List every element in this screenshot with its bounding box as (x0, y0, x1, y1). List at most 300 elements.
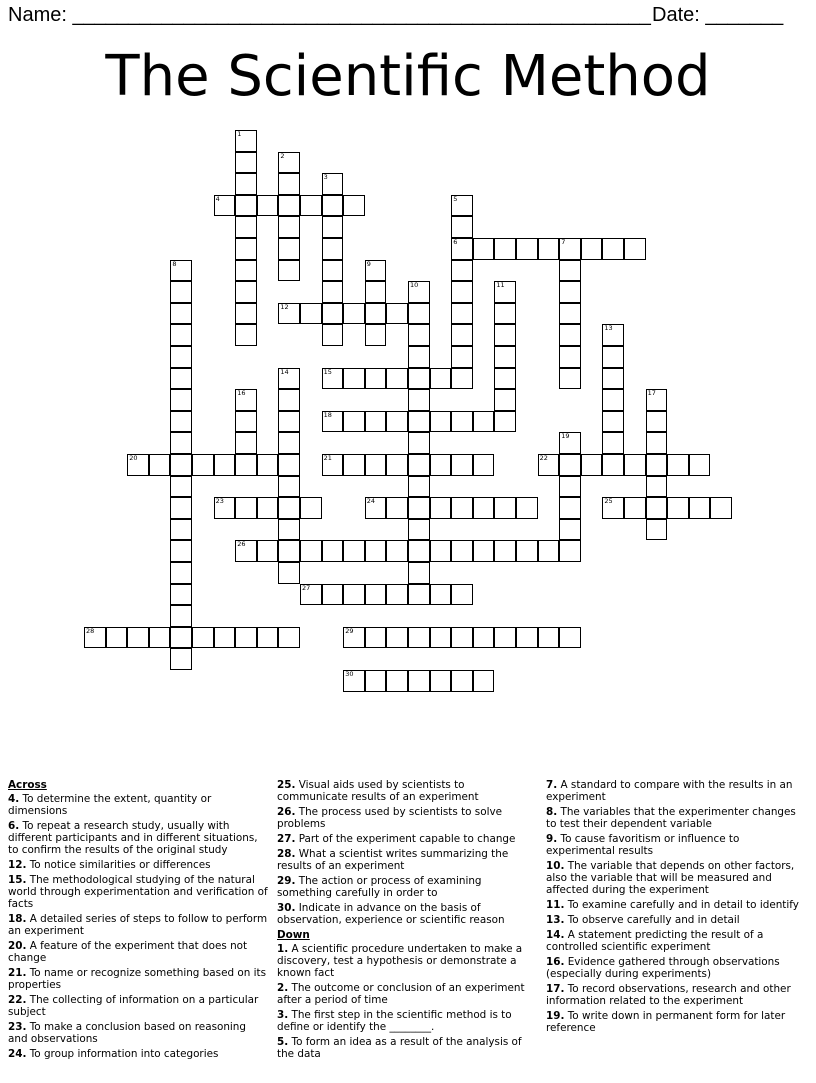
cell-number: 27 (302, 583, 311, 592)
grid-cell[interactable] (494, 540, 516, 562)
grid-cell[interactable] (278, 411, 300, 433)
grid-cell[interactable] (559, 454, 581, 476)
grid-cell[interactable] (516, 540, 538, 562)
grid-cell[interactable] (451, 303, 473, 325)
grid-cell[interactable] (473, 454, 495, 476)
clue-column-3 (546, 779, 806, 1037)
grid-cell[interactable] (278, 389, 300, 411)
cell-number: 9 (366, 259, 371, 268)
grid-cell[interactable] (494, 324, 516, 346)
grid-cell[interactable] (386, 670, 408, 692)
grid-cell[interactable] (278, 238, 300, 260)
grid-cell[interactable] (559, 476, 581, 498)
clue-text: To repeat a research study, usually with different participants and in different situations, to confirm the results of the original study (8, 820, 258, 856)
grid-cell[interactable] (473, 411, 495, 433)
grid-cell[interactable] (581, 454, 603, 476)
cell-number: 10 (410, 281, 419, 290)
grid-cell[interactable] (235, 411, 257, 433)
grid-cell[interactable] (408, 584, 430, 606)
grid-cell[interactable] (689, 454, 711, 476)
grid-cell[interactable] (430, 411, 452, 433)
grid-cell[interactable] (624, 454, 646, 476)
clue-text: The methodological studying of the natural world through experimentation and verification of facts (8, 874, 268, 910)
grid-cell[interactable] (646, 476, 668, 498)
grid-cell[interactable] (235, 195, 257, 217)
grid-cell[interactable] (235, 281, 257, 303)
grid-cell[interactable] (365, 411, 387, 433)
grid-cell[interactable] (408, 324, 430, 346)
grid-cell[interactable] (214, 195, 236, 217)
grid-cell[interactable] (408, 519, 430, 541)
grid-cell[interactable] (170, 562, 192, 584)
grid-cell[interactable] (300, 195, 322, 217)
grid-cell[interactable] (559, 368, 581, 390)
clue-text: To make a conclusion based on reasoning and observations (8, 1021, 246, 1045)
grid-cell[interactable] (624, 497, 646, 519)
clue-number: 12. (8, 859, 27, 871)
grid-cell[interactable] (278, 173, 300, 195)
across-clue-12 (8, 859, 268, 871)
grid-cell[interactable] (235, 238, 257, 260)
grid-cell[interactable] (322, 540, 344, 562)
grid-cell[interactable] (365, 584, 387, 606)
grid-cell[interactable] (170, 605, 192, 627)
grid-cell[interactable] (408, 389, 430, 411)
cell-number: 30 (345, 670, 354, 678)
grid-cell[interactable] (278, 454, 300, 476)
cell-number: 7 (561, 238, 566, 246)
grid-cell[interactable] (170, 303, 192, 325)
clue-text: To determine the extent, quantity or dimensions (8, 793, 212, 817)
grid-cell[interactable] (235, 627, 257, 649)
across-clue-25 (277, 779, 535, 803)
grid-cell[interactable] (473, 627, 495, 649)
grid-cell[interactable] (430, 584, 452, 606)
down-clue-10 (546, 860, 806, 896)
clue-number: 1. (277, 943, 289, 955)
grid-cell[interactable] (451, 238, 473, 260)
grid-cell[interactable] (235, 303, 257, 325)
cell-number: 3 (323, 173, 328, 182)
grid-cell[interactable] (235, 389, 257, 411)
grid-cell[interactable] (667, 454, 689, 476)
grid-cell[interactable] (365, 324, 387, 346)
grid-cell[interactable] (235, 497, 257, 519)
name-field-label[interactable]: Name: ____________________________________________________ (8, 4, 651, 26)
grid-cell[interactable] (149, 454, 171, 476)
grid-cell[interactable] (408, 303, 430, 325)
across-clue-18 (8, 913, 268, 937)
grid-cell[interactable] (365, 368, 387, 390)
grid-cell[interactable] (559, 627, 581, 649)
across-clue-26 (277, 806, 535, 830)
grid-cell[interactable] (408, 670, 430, 692)
clue-text: A detailed series of steps to follow to perform an experiment (8, 913, 268, 937)
grid-cell[interactable] (408, 497, 430, 519)
clue-number: 6. (8, 820, 20, 832)
grid-cell[interactable] (430, 454, 452, 476)
clue-number: 23. (8, 1021, 27, 1033)
grid-cell[interactable] (343, 195, 365, 217)
grid-cell[interactable] (278, 368, 300, 390)
across-clue-29 (277, 875, 535, 899)
grid-cell[interactable] (235, 324, 257, 346)
across-clue-6 (8, 820, 268, 856)
grid-cell[interactable] (559, 281, 581, 303)
grid-cell[interactable] (602, 346, 624, 368)
grid-cell[interactable] (602, 432, 624, 454)
grid-cell[interactable] (602, 389, 624, 411)
grid-cell[interactable] (451, 584, 473, 606)
grid-cell[interactable] (538, 540, 560, 562)
grid-cell[interactable] (343, 411, 365, 433)
across-clue-15 (8, 874, 268, 910)
grid-cell[interactable] (473, 497, 495, 519)
grid-cell[interactable] (170, 411, 192, 433)
grid-cell[interactable] (235, 173, 257, 195)
grid-cell[interactable] (127, 627, 149, 649)
grid-cell[interactable] (322, 216, 344, 238)
grid-cell[interactable] (408, 346, 430, 368)
grid-cell[interactable] (170, 519, 192, 541)
cell-number: 5 (453, 194, 458, 203)
clue-text: The outcome or conclusion of an experiment after a period of time (277, 982, 525, 1006)
clue-text: To cause favoritism or influence to experimental results (546, 833, 740, 857)
grid-cell[interactable] (451, 670, 473, 692)
grid-cell[interactable] (322, 303, 344, 325)
grid-cell[interactable] (106, 627, 128, 649)
grid-cell[interactable] (624, 238, 646, 260)
down-clue-16 (546, 956, 806, 980)
grid-cell[interactable] (408, 411, 430, 433)
clue-number: 10. (546, 860, 565, 872)
grid-cell[interactable] (473, 238, 495, 260)
grid-cell[interactable] (581, 238, 603, 260)
grid-cell[interactable] (430, 497, 452, 519)
clue-number: 26. (277, 806, 296, 818)
grid-cell[interactable] (235, 130, 257, 152)
grid-cell[interactable] (170, 260, 192, 282)
grid-cell[interactable] (300, 497, 322, 519)
clue-column-1 (8, 779, 268, 1063)
grid-cell[interactable] (257, 195, 279, 217)
grid-cell[interactable] (322, 454, 344, 476)
grid-cell[interactable] (538, 454, 560, 476)
grid-cell[interactable] (516, 497, 538, 519)
grid-cell[interactable] (343, 454, 365, 476)
grid-cell[interactable] (646, 411, 668, 433)
grid-cell[interactable] (257, 497, 279, 519)
grid-cell[interactable] (214, 454, 236, 476)
grid-cell[interactable] (170, 454, 192, 476)
grid-cell[interactable] (170, 476, 192, 498)
grid-cell[interactable] (300, 584, 322, 606)
grid-cell[interactable] (235, 432, 257, 454)
grid-cell[interactable] (278, 432, 300, 454)
grid-cell[interactable] (516, 627, 538, 649)
grid-cell[interactable] (386, 411, 408, 433)
grid-cell[interactable] (559, 238, 581, 260)
clue-text: What a scientist writes summarizing the results of an experiment (277, 848, 509, 872)
clue-number: 15. (8, 874, 27, 886)
grid-cell[interactable] (602, 238, 624, 260)
grid-cell[interactable] (386, 627, 408, 649)
grid-cell[interactable] (710, 497, 732, 519)
clue-number: 16. (546, 956, 565, 968)
grid-cell[interactable] (300, 540, 322, 562)
grid-cell[interactable] (559, 303, 581, 325)
cell-number: 20 (129, 454, 138, 462)
grid-cell[interactable] (170, 389, 192, 411)
grid-cell[interactable] (473, 670, 495, 692)
grid-cell[interactable] (408, 540, 430, 562)
grid-cell[interactable] (365, 454, 387, 476)
clue-text: To form an idea as a result of the analysis of the data (277, 1036, 522, 1060)
cell-number: 15 (323, 367, 332, 376)
grid-cell[interactable] (408, 562, 430, 584)
grid-cell[interactable] (170, 346, 192, 368)
grid-cell[interactable] (322, 411, 344, 433)
grid-cell[interactable] (386, 303, 408, 325)
grid-cell[interactable] (559, 324, 581, 346)
grid-cell[interactable] (322, 173, 344, 195)
grid-cell[interactable] (322, 368, 344, 390)
grid-cell[interactable] (300, 303, 322, 325)
grid-cell[interactable] (214, 497, 236, 519)
clue-text: The variable that depends on other factors, also the variable that will be measured and affected during the experiment (546, 860, 795, 896)
grid-cell[interactable] (170, 540, 192, 562)
grid-cell[interactable] (451, 454, 473, 476)
grid-cell[interactable] (451, 260, 473, 282)
grid-cell[interactable] (494, 238, 516, 260)
grid-cell[interactable] (451, 195, 473, 217)
grid-cell[interactable] (689, 497, 711, 519)
grid-cell[interactable] (278, 476, 300, 498)
grid-cell[interactable] (494, 389, 516, 411)
grid-cell[interactable] (494, 368, 516, 390)
grid-cell[interactable] (322, 260, 344, 282)
grid-cell[interactable] (386, 497, 408, 519)
grid-cell[interactable] (257, 540, 279, 562)
grid-cell[interactable] (278, 497, 300, 519)
grid-cell[interactable] (451, 497, 473, 519)
grid-cell[interactable] (451, 324, 473, 346)
clue-number: 28. (277, 848, 296, 860)
grid-cell[interactable] (602, 368, 624, 390)
across-heading: Across (8, 779, 47, 791)
grid-cell[interactable] (170, 584, 192, 606)
grid-cell[interactable] (559, 260, 581, 282)
across-clue-24 (8, 1048, 268, 1060)
grid-cell[interactable] (667, 497, 689, 519)
grid-cell[interactable] (451, 627, 473, 649)
grid-cell[interactable] (494, 346, 516, 368)
grid-cell[interactable] (192, 454, 214, 476)
grid-cell[interactable] (646, 497, 668, 519)
grid-cell[interactable] (451, 346, 473, 368)
grid-cell[interactable] (343, 670, 365, 692)
clue-number: 21. (8, 967, 27, 979)
grid-cell[interactable] (365, 281, 387, 303)
across-clue-21 (8, 967, 268, 991)
cell-number: 26 (237, 540, 246, 549)
cell-number: 13 (604, 324, 613, 333)
grid-cell[interactable] (322, 238, 344, 260)
grid-cell[interactable] (430, 540, 452, 562)
cell-number: 24 (366, 497, 376, 506)
down-heading: Down (277, 929, 310, 941)
grid-cell[interactable] (559, 519, 581, 541)
grid-cell[interactable] (646, 389, 668, 411)
grid-cell[interactable] (343, 584, 365, 606)
cell-number: 22 (539, 454, 548, 462)
grid-cell[interactable] (278, 152, 300, 174)
grid-cell[interactable] (646, 519, 668, 541)
grid-cell[interactable] (494, 627, 516, 649)
grid-cell[interactable] (408, 627, 430, 649)
grid-cell[interactable] (278, 562, 300, 584)
clue-number: 22. (8, 994, 27, 1006)
grid-cell[interactable] (538, 627, 560, 649)
grid-cell[interactable] (386, 368, 408, 390)
grid-cell[interactable] (516, 238, 538, 260)
grid-cell[interactable] (451, 281, 473, 303)
grid-cell[interactable] (235, 216, 257, 238)
clue-text: A statement predicting the result of a controlled scientific experiment (546, 929, 764, 953)
clue-text: To write down in permanent form for later reference (546, 1010, 786, 1034)
grid-cell[interactable] (494, 411, 516, 433)
grid-cell[interactable] (278, 303, 300, 325)
grid-cell[interactable] (257, 454, 279, 476)
grid-cell[interactable] (494, 281, 516, 303)
grid-cell[interactable] (365, 497, 387, 519)
grid-cell[interactable] (343, 627, 365, 649)
grid-cell[interactable] (170, 497, 192, 519)
grid-cell[interactable] (127, 454, 149, 476)
grid-cell[interactable] (386, 540, 408, 562)
grid-cell[interactable] (235, 454, 257, 476)
grid-cell[interactable] (235, 540, 257, 562)
grid-cell[interactable] (322, 281, 344, 303)
clue-number: 5. (277, 1036, 289, 1048)
clue-number: 30. (277, 902, 296, 914)
grid-cell[interactable] (559, 432, 581, 454)
grid-cell[interactable] (430, 368, 452, 390)
across-clue-23 (8, 1021, 268, 1045)
grid-cell[interactable] (365, 260, 387, 282)
grid-cell[interactable] (451, 411, 473, 433)
grid-cell[interactable] (278, 627, 300, 649)
grid-cell[interactable] (170, 368, 192, 390)
grid-cell[interactable] (235, 152, 257, 174)
grid-cell[interactable] (473, 540, 495, 562)
grid-cell[interactable] (451, 540, 473, 562)
grid-cell[interactable] (170, 432, 192, 454)
grid-cell[interactable] (646, 432, 668, 454)
grid-cell[interactable] (365, 670, 387, 692)
grid-cell[interactable] (214, 627, 236, 649)
grid-cell[interactable] (408, 432, 430, 454)
grid-cell[interactable] (386, 584, 408, 606)
grid-cell[interactable] (278, 195, 300, 217)
grid-cell[interactable] (322, 324, 344, 346)
clue-text: Indicate in advance on the basis of observation, experience or scientific reason (277, 902, 505, 926)
grid-cell[interactable] (408, 368, 430, 390)
clue-text: To group information into categories (26, 1048, 219, 1060)
grid-cell[interactable] (494, 303, 516, 325)
grid-cell[interactable] (365, 627, 387, 649)
grid-cell[interactable] (602, 411, 624, 433)
down-clue-1 (277, 943, 535, 979)
clue-number: 8. (546, 806, 558, 818)
grid-cell[interactable] (538, 238, 560, 260)
grid-cell[interactable] (278, 216, 300, 238)
grid-cell[interactable] (408, 281, 430, 303)
across-clue-28 (277, 848, 535, 872)
cell-number: 23 (215, 497, 224, 506)
down-clue-13 (546, 914, 806, 926)
grid-cell[interactable] (170, 324, 192, 346)
clue-text: The first step in the scientific method is to define or identify the ________. (277, 1009, 512, 1033)
cell-number: 14 (280, 367, 289, 376)
date-field-label[interactable]: Date: _______ (652, 4, 784, 26)
grid-cell[interactable] (365, 540, 387, 562)
grid-cell[interactable] (646, 454, 668, 476)
grid-cell[interactable] (170, 281, 192, 303)
cell-number: 29 (345, 626, 354, 635)
grid-cell[interactable] (602, 497, 624, 519)
grid-cell[interactable] (170, 627, 192, 649)
grid-cell[interactable] (430, 627, 452, 649)
grid-cell[interactable] (602, 324, 624, 346)
grid-cell[interactable] (192, 627, 214, 649)
grid-cell[interactable] (408, 454, 430, 476)
grid-cell[interactable] (451, 216, 473, 238)
grid-cell[interactable] (322, 195, 344, 217)
grid-cell[interactable] (149, 627, 171, 649)
grid-cell[interactable] (365, 303, 387, 325)
grid-cell[interactable] (322, 584, 344, 606)
grid-cell[interactable] (386, 454, 408, 476)
grid-cell[interactable] (278, 260, 300, 282)
grid-cell[interactable] (278, 519, 300, 541)
grid-cell[interactable] (559, 497, 581, 519)
clue-text: To observe carefully and in detail (564, 914, 740, 926)
grid-cell[interactable] (343, 368, 365, 390)
across-clue-27 (277, 833, 535, 845)
clue-number: 27. (277, 833, 296, 845)
grid-cell[interactable] (257, 627, 279, 649)
grid-cell[interactable] (235, 260, 257, 282)
clue-text: The variables that the experimenter changes to test their dependent variable (546, 806, 796, 830)
clue-number: 24. (8, 1048, 27, 1060)
grid-cell[interactable] (170, 648, 192, 670)
grid-cell[interactable] (494, 497, 516, 519)
grid-cell[interactable] (559, 540, 581, 562)
grid-cell[interactable] (343, 540, 365, 562)
grid-cell[interactable] (408, 476, 430, 498)
grid-cell[interactable] (559, 346, 581, 368)
grid-cell[interactable] (602, 454, 624, 476)
cell-number: 18 (323, 410, 332, 419)
grid-cell[interactable] (343, 303, 365, 325)
grid-cell[interactable] (84, 627, 106, 649)
grid-cell[interactable] (430, 670, 452, 692)
clue-text: Part of the experiment capable to change (295, 833, 516, 845)
grid-cell[interactable] (278, 540, 300, 562)
grid-cell[interactable] (451, 368, 473, 390)
clue-number: 25. (277, 779, 296, 791)
